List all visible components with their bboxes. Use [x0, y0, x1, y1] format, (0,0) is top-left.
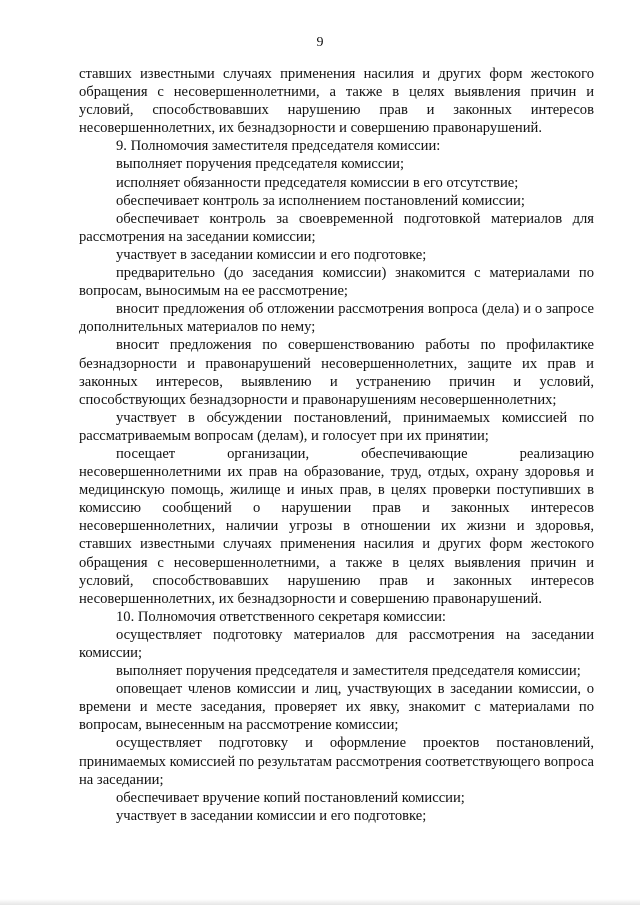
paragraph: предварительно (до заседания комиссии) знакомится с материалами по вопросам, выносимым на ее рассмотрение;: [79, 265, 594, 300]
paragraph: 10. Полномочия ответственного секретаря комиссии:: [116, 608, 446, 625]
paragraph: оповещает членов комиссии и лиц, участвующих в заседании комиссии, о времени и месте заседания, проверяет их явку, знакомит с материалами по вопросам, вынесенным на рассмотрение комиссии;: [79, 681, 594, 734]
paragraph: обеспечивает контроль за своевременной подготовкой материалов для рассмотрения на заседании комиссии;: [79, 210, 594, 245]
paragraph: обеспечивает контроль за исполнением постановлений комиссии;: [116, 192, 525, 209]
paragraph: участвует в обсуждении постановлений, принимаемых комиссией по рассматриваемым вопросам (делам), и голосует при их принятии;: [79, 409, 594, 444]
paragraph: участвует в заседании комиссии и его подготовке;: [116, 807, 427, 824]
paragraph: ставших известными случаях применения насилия и других форм жестокого обращения с несовершеннолетними, а также в целях выявления причин и условий, способствовавших нарушению прав и законных интересов несовершеннолетних, их безнадзорности и совершению правонарушений.: [79, 66, 594, 137]
scan-edge-shadow: [0, 899, 640, 905]
paragraph: вносит предложения по совершенствованию работы по профилактике безнадзорности и правонарушений несовершеннолетних, защите их прав и законных интересов, выявлению и устранению причин и условий, способствующих безнадзорности и правонарушениям несовершеннолетних;: [79, 337, 594, 408]
paragraph: осуществляет подготовку и оформление проектов постановлений, принимаемых комиссией по результатам рассмотрения соответствующего вопроса на заседании;: [79, 735, 594, 788]
paragraph: 9. Полномочия заместителя председателя комиссии:: [116, 138, 441, 155]
document-body: [79, 65, 594, 825]
paragraph: вносит предложения об отложении рассмотрения вопроса (дела) и о запросе дополнительных материалов по нему;: [79, 301, 594, 336]
paragraph: исполняет обязанности председателя комиссии в его отсутствие;: [116, 174, 519, 191]
paragraph: обеспечивает вручение копий постановлений комиссии;: [116, 789, 465, 806]
page-number: 9: [316, 35, 324, 50]
paragraph: участвует в заседании комиссии и его подготовке;: [116, 246, 427, 263]
paragraph: выполняет поручения председателя комиссии;: [116, 156, 405, 173]
paragraph: осуществляет подготовку материалов для рассмотрения на заседании комиссии;: [79, 626, 594, 661]
paragraph: посещает организации, обеспечивающие реализацию несовершеннолетними их прав на образование, труд, отдых, охрану здоровья и медицинскую помощь, жилище и иных прав, в целях проверки поступивших в комиссию сообщений о нарушении прав и законных интересов несовершеннолетних, наличии угрозы в отношении их жизни и здоровья, ставших известными случаях применения насилия и других форм жестокого обращения с несовершеннолетними, а также в целях выявления причин и условий, способствовавших нарушению прав и законных интересов несовершеннолетних, их безнадзорности и совершению правонарушений.: [79, 445, 594, 607]
paragraph: выполняет поручения председателя и заместителя председателя комиссии;: [116, 663, 581, 680]
